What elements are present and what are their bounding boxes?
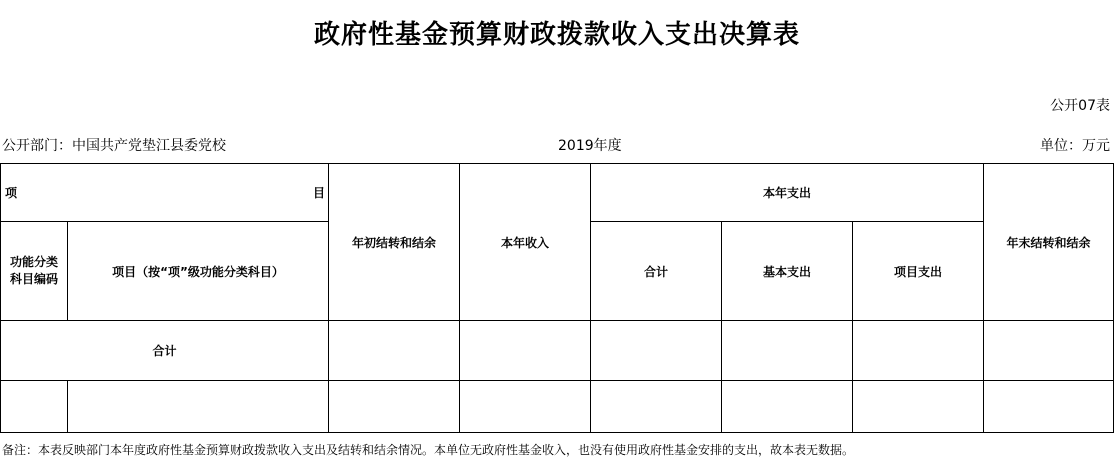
item-header-cell (1, 164, 329, 222)
function-code-header-line2: 科目编码 (9, 272, 58, 286)
table-row (1, 381, 1114, 433)
row-expense-basic (722, 381, 853, 433)
function-code-header (1, 222, 68, 321)
expense-project-header: 项目支出 (853, 222, 984, 321)
department-label: 公开部门：中国共产党垫江县委党校 (2, 138, 226, 154)
opening-balance-header: 年初结转和结余 (329, 164, 460, 321)
fiscal-year: 2019年度 (558, 138, 622, 154)
total-expense-total (591, 321, 722, 381)
row-expense-project (853, 381, 984, 433)
form-code: 公开07表 (1050, 98, 1110, 114)
total-opening-balance (329, 321, 460, 381)
footnote: 备注：本表反映部门本年度政府性基金预算财政拨款收入支出及结转和结余情况。本单位无政府性基金收入，也没有使用政府性基金安排的支出，故本表无数据。 (2, 443, 855, 457)
total-row (1, 321, 1114, 381)
item-name-header: 项目（按“项”级功能分类科目） (68, 222, 329, 321)
row-current-income (460, 381, 591, 433)
expense-basic-header: 基本支出 (722, 222, 853, 321)
total-expense-basic (722, 321, 853, 381)
row-expense-total (591, 381, 722, 433)
item-header-left: 项 (5, 186, 18, 200)
total-expense-project (853, 321, 984, 381)
row-closing-balance (984, 381, 1114, 433)
total-closing-balance (984, 321, 1114, 381)
current-income-header: 本年收入 (460, 164, 591, 321)
item-header-right: 目 (312, 186, 325, 200)
budget-table (0, 163, 1114, 433)
function-code-header-line1: 功能分类 (9, 255, 58, 269)
row-opening-balance (329, 381, 460, 433)
header-row-1 (1, 164, 1114, 222)
row-function-code (1, 381, 68, 433)
report-title: 政府性基金预算财政拨款收入支出决算表 (313, 20, 800, 50)
expense-total-header: 合计 (591, 222, 722, 321)
closing-balance-header: 年末结转和结余 (984, 164, 1114, 321)
total-current-income (460, 321, 591, 381)
row-item-name (68, 381, 329, 433)
total-label: 合计 (1, 321, 329, 381)
unit-label: 单位：万元 (1040, 138, 1110, 154)
current-expense-header: 本年支出 (591, 164, 984, 222)
